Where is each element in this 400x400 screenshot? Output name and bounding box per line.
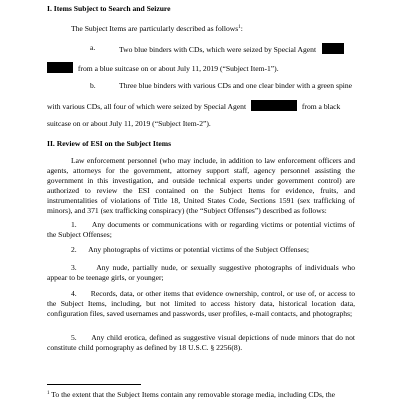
item-b-text-2a: with various CDs, all four of which were seized by Special Agent [47, 102, 247, 111]
footnote [47, 390, 335, 400]
list-item-number: 1. [71, 220, 77, 229]
list-item-text: Any photographs of victims or potential victims of the Subject Offenses; [88, 245, 309, 254]
item-b-label: b. [90, 81, 96, 90]
item-b-line1: Three blue binders with various CDs and one clear binder with a green spine [119, 81, 353, 90]
item-a-text-1: Two blue binders with CDs, which were seized by Special Agent [119, 45, 317, 54]
list-item [47, 245, 355, 255]
item-a-text-2: from a blue suitcase on or about July 11, 2019 (“Subject Item-1”). [77, 64, 279, 73]
list-item-text: Records, data, or other items that evidence ownership, control, or use of, or access to the Subject Items, including, but not limited to access history data, historical location data, configuration files, saved usernames and passwords, user profiles, e-mail contacts, and photographs; [47, 289, 355, 318]
list-item-number: 4. [71, 289, 77, 298]
list-item-number: 2. [71, 245, 77, 254]
intro-colon: : [240, 24, 243, 33]
item-a-label: a. [90, 43, 96, 52]
section-heading-items: I. Items Subject to Search and Seizure [47, 4, 171, 13]
footnote-ref: 1 [238, 25, 241, 30]
item-b-line2 [47, 100, 340, 112]
footnote-mark: 1 [47, 391, 50, 396]
list-item [47, 220, 355, 240]
item-b-text-2b: from a black [301, 102, 341, 111]
list-item [47, 289, 355, 319]
item-b-line3: suitcase on or about July 11, 2019 (“Subject Item-2”). [47, 119, 211, 128]
redaction-box [47, 62, 73, 73]
list-item-number: 3. [71, 263, 77, 272]
intro-text: The Subject Items are particularly described as follows [71, 24, 239, 33]
footnote-divider [47, 384, 141, 385]
review-paragraph: Law enforcement personnel (who may include, in addition to law enforcement officers and agents, attorneys for the government, attorney support staff, agency personnel assisting the government in this investigation, and outside technical experts under government control) are authorized to review the ESI contained on the Subject Items for evidence, fruits, and instrumentalities of violations of Title 18, United States Code, Sections 1591 (sex trafficking of minors), and 371 (sex trafficking conspiracy) (the “Subject Offenses”) described as follows: [47, 156, 355, 215]
item-a-line2 [47, 62, 279, 74]
redaction-box [251, 100, 297, 111]
list-item-text: Any nude, partially nude, or sexually suggestive photographs of individuals who appear to be teenage girls, or younger; [47, 263, 355, 282]
intro-line [71, 24, 243, 34]
list-item [47, 333, 355, 353]
section-heading-review: II. Review of ESI on the Subject Items [47, 139, 172, 148]
item-a-line1 [119, 43, 344, 55]
list-item-text: Any documents or communications with or regarding victims or potential victims of the Subject Offenses; [47, 220, 355, 239]
list-item-number: 5. [71, 333, 77, 342]
list-item [47, 263, 355, 283]
redaction-box [322, 43, 344, 54]
list-item-text: Any child erotica, defined as suggestive visual depictions of nude minors that do not constitute child pornography as defined by 18 U.S.C. § 2256(8). [47, 333, 355, 352]
footnote-text: To the extent that the Subject Items contain any removable storage media, including CDs, the [51, 390, 335, 399]
